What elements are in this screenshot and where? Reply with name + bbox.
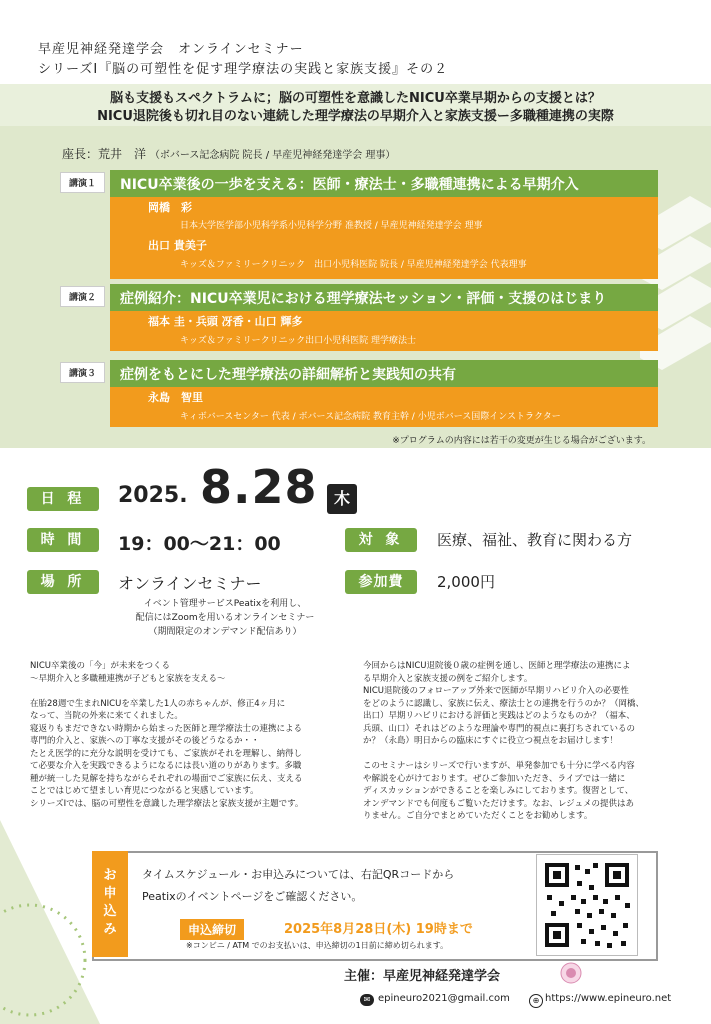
date-month-day: 8.28 [200,460,318,514]
speaker-affiliation: キッズ＆ファミリークリニック 出口小児科医院 院長 / 早産児神経発達学会 代表理事 [180,260,527,270]
society-logo [560,962,582,984]
text-line: 種が統一した見解を持ちながらそれぞれの場面でご家族に伝え、支える [30,773,303,784]
chair [62,145,395,162]
qr-code-icon [537,855,637,955]
venue-note-line: イベント管理サービスPeatixを利用し、 [143,599,307,609]
text-line: たとえ医学的に充分な説明を受けても、ご家族がそれを理解し、納得し [30,748,303,759]
website-link[interactable]: https://www.epineuro.net [545,993,672,1004]
speaker-affiliation: キッズ＆ファミリークリニック出口小児科医院 理学療法士 [180,336,416,346]
time-value: 19：00〜21：00 [118,533,281,555]
apply-side-label [92,851,128,957]
fee-value: 2,000円 [437,573,495,591]
text-line: ことではじめて望ましい育児につながると実感しています。 [30,786,259,796]
date-year: 2025. [118,483,188,508]
text-line: NICU卒業後の「今」が未来をつくる [30,661,171,671]
date-label: 日 程 [27,487,99,511]
venue-label: 場 所 [27,570,99,594]
lecture-1-label: 講演１ [60,172,105,193]
lecture-2-label: 講演２ [60,286,105,307]
org-title: 早産児神経発達学会 オンラインセミナー [38,42,304,57]
text-line: 出口）早期リハビリにおける評価と実践はどのようなものか？（福本、 [363,711,635,721]
text-line [363,748,693,761]
text-line: オンデマンドでも何度もご覧いただけます。なお、レジュメの提供はあ [363,798,634,809]
text-line: や解説を心がけております。ぜひご参加いただき、ライブでは一緒に [363,773,626,784]
text-line: をどのように認識し、家族に伝え、療法士との連携を行うのか？（岡橋、 [363,698,645,709]
speaker-affiliation: キィボバースセンター 代表 / ボバース記念病院 教育主幹 / 小児ボバース国際インストラクター [180,412,561,422]
text-line: なって、当院の外来に来てくれました。 [30,711,183,721]
text-line: る早期介入と家族支援の例をご紹介します。 [363,673,533,684]
deadline-value: 2025年8月28日(木) 19時まで [284,922,473,937]
text-line: NICU退院後のフォローアップ外来で医師が早期リハビリ介入の必要性 [363,686,629,696]
lecture-3-title: 症例をもとにした理学療法の詳細解析と実践知の共有 [110,360,658,388]
globe-icon: ⊕ [529,994,543,1008]
text-line: 在胎28週で生まれNICUを卒業した1人の赤ちゃんが、修正4ヶ月に [30,698,286,709]
text-line: 兵頭、山口）それはどのような理論や専門的視点に裏打ちされているの [363,723,636,734]
date-weekday: 木 [327,484,357,514]
apply-line-2: Peatixのイベントページをご確認ください。 [142,890,363,903]
text-line: 今回からはNICU退院後０歳の症例を通し、医師と理学療法の連携によ [363,661,631,671]
venue-value: オンラインセミナー [118,574,262,593]
text-line: このセミナーはシリーズで行いますが、単発参加でも十分に学べる内容 [363,761,635,771]
text-line: シリーズⅠでは、脳の可塑性を意識した理学療法と家族支援が主題です。 [30,798,304,809]
host: 主催：早産児神経発達学会 [344,969,501,984]
lecture-3-label: 講演３ [60,362,105,383]
speaker-name: 福本 圭・兵頭 冴香・山口 輝多 [148,315,303,328]
venue-note-line: （期間限定のオンデマンド配信あり） [148,627,302,637]
text-line: 〜早期介入と多職種連携が子どもと家族を支える〜 [30,673,226,684]
apply-side-text: お申込み [103,868,117,937]
main-title [0,84,711,132]
venue-note-line: 配信にはZoomを用いるオンラインセミナー [135,613,315,623]
text-line: か？（永島）明日からの臨床にすぐに役立つ視点をお届けします！ [363,736,619,746]
main-title-line-1: 脳も支援もスペクトラムに；脳の可塑性を意識したNICU卒業早期からの支援とは？ [110,91,601,106]
text-line: りません。ご自分でまとめていただくことをお勧めします。 [363,811,593,821]
qr-code[interactable] [536,854,638,956]
deadline-note: ※コンビニ / ATM でのお支払いは、申込締切の1日前に締め切られます。 [186,941,449,950]
text-line: ディスカッションができることを楽しみにしております。復習として、 [363,786,634,796]
mail-icon: ✉ [360,994,374,1006]
time-label: 時 間 [27,528,99,552]
description-left [30,660,360,810]
speaker-affiliation: 日本大学医学部小児科学系小児科学分野 准教授 / 早産児神経発達学会 理事 [180,221,483,231]
speaker-name: 出口 貴美子 [148,239,207,252]
email-link[interactable]: epineuro2021@gmail.com [378,993,510,1004]
chair-affiliation: （ボバース記念病院 院長 / 早産児神経発達学会 理事） [149,150,396,161]
text-line: 専門的介入と、家族への丁寧な支援がその後どうなるか・・ [30,736,260,746]
chair-name: 座長：荒井 洋 [62,147,147,161]
speaker-name: 岡橋 彩 [148,201,192,214]
main-title-line-2: NICU退院後も切れ目のない連続した理学療法の早期介入と家族支援ー多職種連携の実際 [97,109,614,124]
target-label: 対 象 [345,528,417,552]
lecture-1-title: NICU卒業後の一歩を支える：医師・療法士・多職種連携による早期介入 [110,170,658,198]
target-value: 医療、福祉、教育に関わる方 [437,531,633,549]
series-title: シリーズⅠ『脳の可塑性を促す理学療法の実践と家族支援』その２ [38,62,449,77]
text-line: 寝返りもまだできない時期から始まった医師と理学療法士の連携による [30,723,303,734]
fee-label: 参加費 [345,570,417,594]
lecture-1-speakers [110,197,658,279]
venue-note [110,597,340,639]
apply-line-1: タイムスケジュール・お申込みについては、右記QRコードから [142,868,455,881]
lecture-2-title: 症例紹介：NICU卒業児における理学療法セッション・評価・支援のはじまり [110,284,658,312]
description-right [363,660,693,823]
lecture-3-speakers [110,387,658,427]
text-line: て必要な介入を実践できるようになるには長い道のりがあります。多職 [30,761,302,771]
lecture-2-speakers [110,311,658,351]
speaker-name: 永島 智里 [148,391,203,404]
text-line [30,685,360,698]
program-note: ※プログラムの内容には若干の変更が生じる場合がございます。 [392,436,651,446]
deadline-label: 申込締切 [180,919,244,940]
